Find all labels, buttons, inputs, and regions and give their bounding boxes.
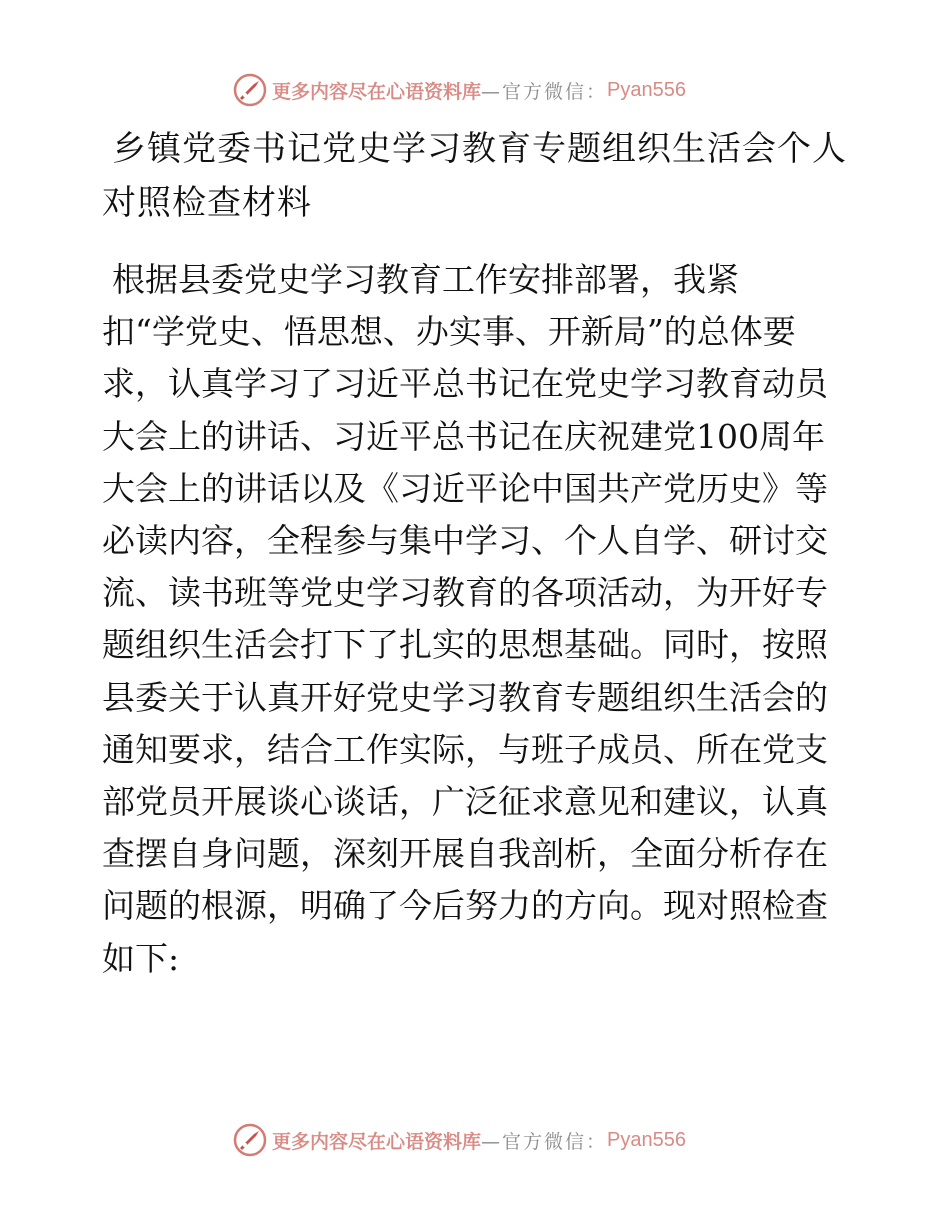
paragraph-line: 查摆自身问题，深刻开展自我剖析，全面分析存在 [102, 834, 828, 874]
paragraph-line: 县委关于认真开好党史学习教育专题组织生活会的 [102, 677, 828, 717]
paragraph-line: 问题的根源，明确了今后努力的方向。现对照检查 [102, 886, 828, 926]
paragraph-line: 如下: [102, 938, 180, 978]
watermark-main-text: 更多内容尽在心语资料库 [272, 80, 482, 103]
watermark-main-text: 更多内容尽在心语资料库 [272, 1130, 482, 1153]
body-paragraph [102, 254, 862, 985]
header-watermark [232, 70, 686, 110]
paragraph-line: 大会上的讲话、习近平总书记在庆祝建党100周年 [102, 416, 825, 456]
watermark-official-label: —官方微信： [481, 80, 608, 103]
title-line: 对照检查材料 [102, 183, 312, 223]
paragraph-line: 通知要求，结合工作实际，与班子成员、所在党支 [102, 729, 828, 769]
paragraph-line: 根据县委党史学习教育工作安排部署，我紧 [112, 260, 739, 299]
paragraph-line: 求，认真学习了习近平总书记在党史学习教育动员 [102, 364, 828, 404]
watermark-wechat-id: Pyan556 [607, 78, 686, 101]
paragraph-line: 题组织生活会打下了扎实的思想基础。同时，按照 [102, 625, 828, 665]
watermark-wechat-id: Pyan556 [607, 1128, 686, 1151]
paragraph-line: 大会上的讲话以及《习近平论中国共产党历史》等 [102, 468, 828, 508]
footer-watermark [232, 1120, 686, 1160]
paragraph-line: 扣“学党史、悟思想、办实事、开新局”的总体要 [102, 312, 796, 352]
paragraph-line: 流、读书班等党史学习教育的各项活动，为开好专 [102, 573, 828, 613]
paragraph-line: 部党员开展谈心谈话，广泛征求意见和建议，认真 [102, 782, 828, 822]
watermark-official-label: —官方微信： [481, 1130, 608, 1153]
document-title [102, 122, 862, 230]
title-line: 乡镇党委书记党史学习教育专题组织生活会个人 [112, 129, 847, 169]
pen-nib-circle-icon [232, 1122, 268, 1158]
pen-nib-circle-icon [232, 72, 268, 108]
paragraph-line: 必读内容，全程参与集中学习、个人自学、研讨交 [102, 521, 828, 561]
